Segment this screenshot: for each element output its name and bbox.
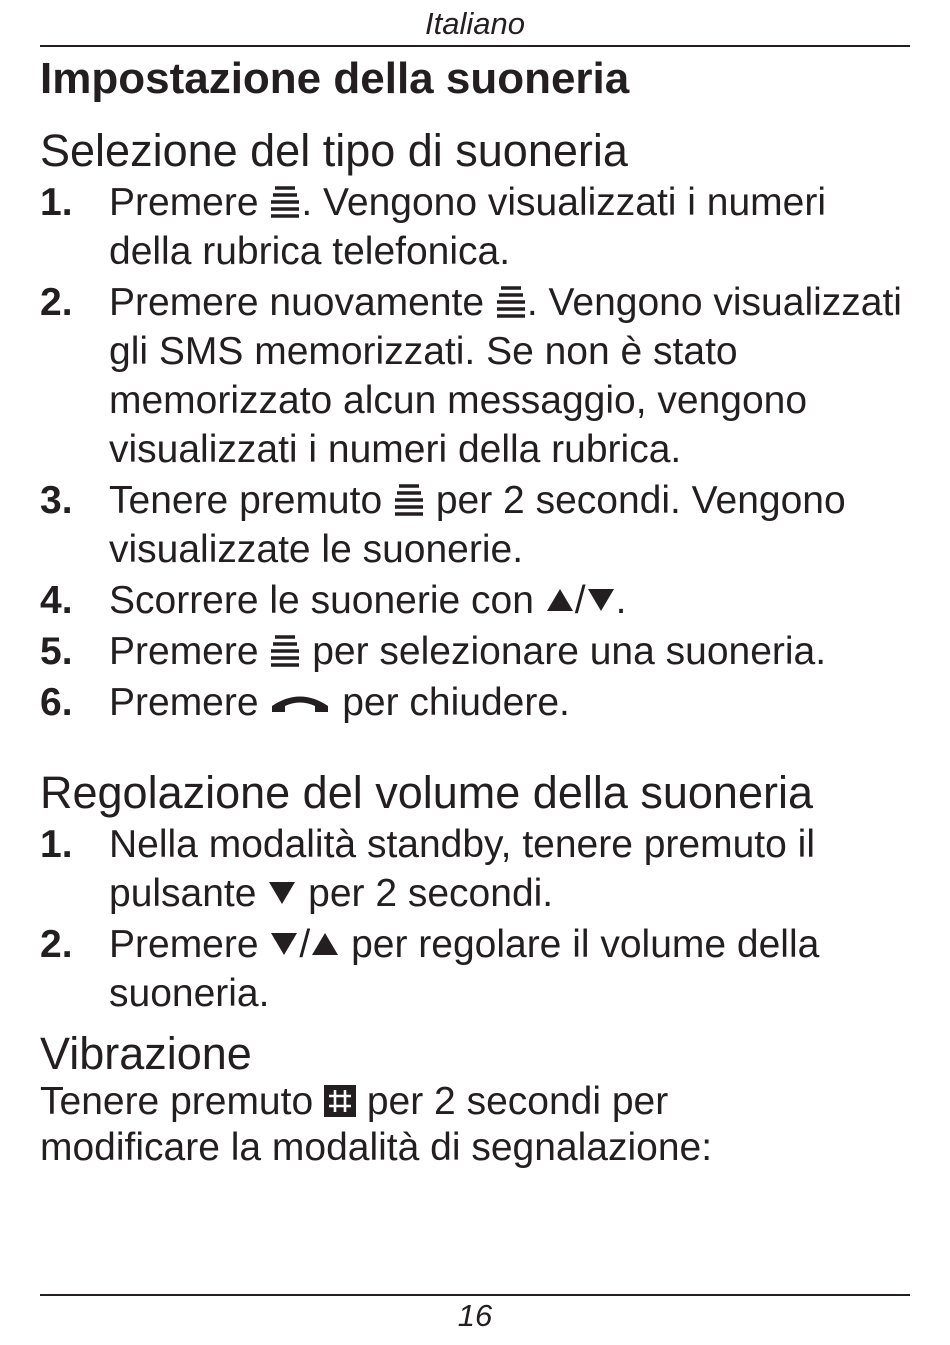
step-number: 5. [40,630,73,673]
step-number: 6. [40,681,73,724]
header-divider [40,45,910,47]
menu-icon [269,185,301,219]
footer-divider [40,1294,910,1296]
manual-page [40,0,910,1345]
down-arrow-icon [269,931,299,957]
list-item: 1. Nella modalità standby, tenere premuto il pulsante per 2 secondi. [40,820,909,918]
list-item: 3. Tenere premuto per 2 secondi. Vengono visualizzate le suonerie. [40,476,909,574]
menu-icon [495,285,527,319]
vibration-paragraph: Tenere premuto per 2 secondi per modificare la modalità di segnalazione: [40,1080,713,1169]
menu-icon [393,483,425,517]
ringtone-steps-list [40,178,909,729]
up-arrow-icon [310,931,340,957]
down-arrow-icon [267,880,297,906]
page-number: 16 [457,1298,493,1333]
hang-up-icon [269,689,331,715]
list-item: 2. Premere nuovamente . Vengono visualizzati gli SMS memorizzati. Se non è stato memorizzato alcun messaggio, vengono visualizzati i numeri della rubrica. [40,278,909,474]
down-arrow-icon [586,587,616,613]
step-number: 2. [40,923,73,966]
list-item: 5. Premere per selezionare una suoneria. [40,627,909,676]
section-heading-volume: Regolazione del volume della suoneria [40,767,813,818]
list-item: 1. Premere . Vengono visualizzati i numeri della rubrica telefonica. [40,178,909,276]
step-number: 1. [40,181,73,224]
page-header-language: Italiano [425,6,525,41]
section-heading-ringtone: Selezione del tipo di suoneria [40,125,628,176]
hash-key-icon [324,1085,356,1117]
step-number: 1. [40,823,73,866]
list-item: 2. Premere / per regolare il volume della suoneria. [40,920,909,1018]
up-arrow-icon [545,587,575,613]
menu-icon [269,634,301,668]
list-item: 6. Premere per chiudere. [40,678,909,727]
list-item: 4. Scorrere le suonerie con / . [40,576,909,625]
volume-steps-list [40,820,909,1020]
step-number: 2. [40,281,73,324]
step-number: 3. [40,479,73,522]
step-number: 4. [40,579,73,622]
page-title: Impostazione della suoneria [40,54,630,103]
section-heading-vibration: Vibrazione [40,1028,252,1079]
